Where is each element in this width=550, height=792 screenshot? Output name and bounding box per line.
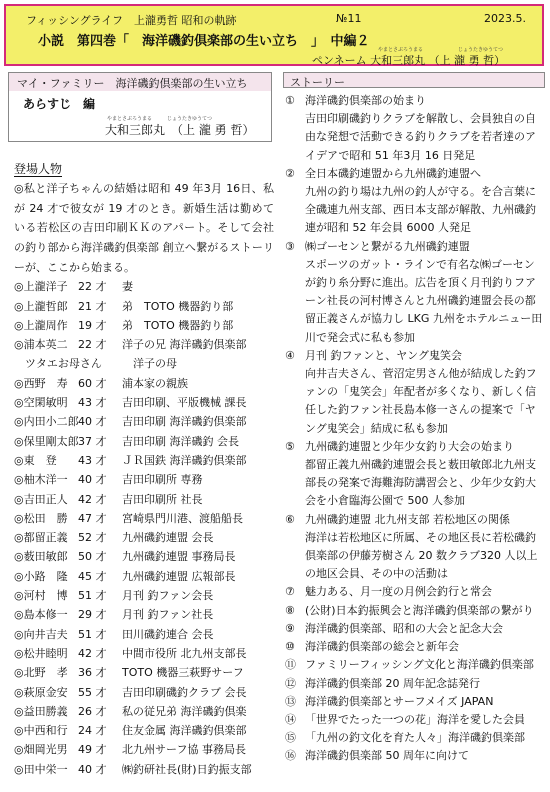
story-item-title: 海洋磯釣倶楽部、昭和の大会と記念大会 <box>305 621 503 635</box>
story-item-number: ⑩ <box>285 640 295 654</box>
character-role: ㈱釣研社長(財)日釣振支部 <box>122 762 252 776</box>
character-row <box>14 644 274 663</box>
character-age: 43 才 <box>78 396 107 410</box>
character-name: ◎上瀧哲郎 <box>14 299 68 313</box>
story-item-title: 海洋磯釣倶楽部とサーフメイズ JAPAN <box>305 694 494 708</box>
character-row <box>14 547 274 566</box>
character-role: 九州磯釣連盟 会長 <box>122 531 214 545</box>
story-item-number: ⑤ <box>285 439 295 453</box>
story-item <box>285 165 545 238</box>
character-age: 45 才 <box>78 569 107 583</box>
character-age: 22 才 <box>78 280 107 294</box>
penname-ruby: やまとさぶろうまる <box>378 47 424 53</box>
story-heading: ストーリー <box>283 72 545 88</box>
character-age: 47 才 <box>78 511 107 525</box>
character-row <box>14 721 274 740</box>
story-item-number: ⑯ <box>285 749 296 763</box>
character-row <box>14 393 274 412</box>
character-name: ツタエお母さん <box>14 357 102 371</box>
character-age: 40 才 <box>78 473 107 487</box>
character-age: 50 才 <box>78 550 107 564</box>
story-item <box>285 238 545 347</box>
character-role: 月刊 釣ファン社長 <box>122 608 214 622</box>
character-row <box>14 663 274 682</box>
characters-heading: 登場人物 <box>14 162 63 176</box>
character-name: ◎柚木洋一 <box>14 473 68 487</box>
character-row <box>14 277 274 296</box>
story-item-title: 九州磯釣連盟と少年少女釣り大会の始まり <box>305 439 514 453</box>
character-role: 田川磯釣連合 会長 <box>122 627 214 641</box>
characters-section <box>14 160 274 779</box>
character-row <box>14 528 274 547</box>
story-item <box>285 656 545 674</box>
story-item <box>285 693 545 711</box>
story-item-number: ⑮ <box>285 731 296 745</box>
character-age: 51 才 <box>78 589 107 603</box>
story-item-number: ⑭ <box>285 712 296 726</box>
story-item-body: 向井吉夫さん、菅沼定男さん他が結成した釣ファンの「鬼笑会」年配者が多くなり、新しく信任した釣ファン社長島本修一さんの提案で「ヤング鬼笑会」結成に私も参加 <box>305 367 537 435</box>
character-role: 九州磯釣連盟 広報部長 <box>122 569 236 583</box>
character-name: ◎浦本英二 <box>14 338 68 352</box>
character-name: ◎薮田敏郎 <box>14 550 68 564</box>
character-role: 九州磯釣連盟 事務局長 <box>122 550 236 564</box>
character-row <box>14 490 274 509</box>
character-role: 吉田印刷、平版機械 課長 <box>122 396 247 410</box>
character-row <box>14 354 274 373</box>
character-role: 吉田印刷磯釣クラブ 会長 <box>122 685 247 699</box>
story-item-body: 海洋は若松地区に所属、その地区長に若松磯釣倶楽部の伊藤芳樹さん 20 数クラブ320 人以上の地区会員、その中の活動は <box>305 530 538 581</box>
realname-ruby: じょうたきゆうてつ <box>458 47 504 53</box>
character-name: ◎中西和行 <box>14 724 68 738</box>
story-item-number: ⑧ <box>285 603 295 617</box>
character-row <box>14 470 274 489</box>
character-role: 吉田印刷所 社長 <box>122 492 203 506</box>
character-name: ◎畑岡光男 <box>14 743 68 757</box>
penname-label: ペンネーム <box>312 54 367 67</box>
story-item-title: 「世界でたった一つの花」海洋を愛した会員 <box>305 712 525 726</box>
character-row <box>14 625 274 644</box>
character-role: 住友金属 海洋磯釣倶楽部 <box>122 724 247 738</box>
story-item-title: (公財)日本釣振興会と海洋磯釣倶楽部の繋がり <box>305 603 534 617</box>
character-age: 24 才 <box>78 724 107 738</box>
character-row <box>14 297 274 316</box>
character-role: 吉田印刷 海洋磯釣倶楽部 <box>122 415 247 429</box>
story-item-title: ファミリーフィッシング文化と海洋磯釣倶楽部 <box>305 658 534 672</box>
story-item <box>285 583 545 601</box>
character-age <box>78 354 122 373</box>
story-item-title: 海洋磯釣倶楽部の始まり <box>305 94 426 107</box>
character-name: ◎西野 寿 <box>14 376 68 390</box>
character-age: 22 才 <box>78 338 107 352</box>
character-role: 中間市役所 北九州支部長 <box>122 646 247 660</box>
story-item-title: 魅力ある、月一度の月例会釣行と常会 <box>305 585 492 599</box>
character-row <box>14 374 274 393</box>
characters-list <box>14 277 274 779</box>
character-role: 洋子の母 <box>122 357 177 371</box>
character-name: ◎松井睦明 <box>14 646 68 660</box>
story-item-title: 海洋磯釣倶楽部の総会と新年会 <box>305 640 459 654</box>
character-age: 42 才 <box>78 646 107 660</box>
character-role: 弟 TOTO 機器釣り部 <box>122 318 234 332</box>
character-row <box>14 740 274 759</box>
character-name: ◎河村 博 <box>14 589 68 603</box>
character-row <box>14 335 274 354</box>
character-age: 60 才 <box>78 376 107 390</box>
character-row <box>14 702 274 721</box>
story-item-number: ⑪ <box>285 658 296 672</box>
character-age: 26 才 <box>78 704 107 718</box>
story-item-title: 「九州の釣文化を育た人々」海洋磯釣倶楽部 <box>305 731 525 745</box>
character-name: ◎松田 勝 <box>14 511 68 525</box>
character-age: 51 才 <box>78 627 107 641</box>
character-age: 42 才 <box>78 492 107 506</box>
story-item-body: 九州の釣り場は九州の釣人が守る。を合言葉に全磯連九州支部、西日本支部が解散、九州磯釣連が昭和 52 年会員 6000 人発足 <box>305 185 536 235</box>
story-item <box>285 747 545 765</box>
character-name: ◎上瀧周作 <box>14 318 68 332</box>
character-age: 29 才 <box>78 608 107 622</box>
story-item-title: 海洋磯釣倶楽部 50 周年に向けて <box>305 749 469 763</box>
character-name: ◎内田小二郎 <box>14 415 79 429</box>
author-ruby: やまとさぶろうまる じょうたきゆうてつ <box>107 116 213 122</box>
character-role: 浦本家の親族 <box>122 376 188 390</box>
article-title: 小説 第四巻「 海洋磯釣倶楽部の生い立ち 」 中編２ <box>38 34 370 49</box>
story-item <box>285 438 545 511</box>
story-item <box>285 729 545 747</box>
character-row <box>14 605 274 624</box>
character-role: 吉田印刷所 専務 <box>122 473 203 487</box>
story-item-title: 九州磯釣連盟 北九州支部 若松地区の関係 <box>305 512 510 526</box>
character-age: 40 才 <box>78 762 107 776</box>
story-item-body: 吉田印刷磯釣りクラブを解散し、会員独自の自由な発想で活動できる釣りクラブを若者達のアイデアで昭和 51 年3月 16 日発足 <box>305 112 536 162</box>
story-item-title: 月刊 釣ファンと、ヤング鬼笑会 <box>305 348 462 362</box>
character-name: ◎保里剛太郎 <box>14 434 79 448</box>
character-age: 36 才 <box>78 666 107 680</box>
character-row <box>14 567 274 586</box>
synopsis-box <box>8 72 272 142</box>
story-item <box>285 638 545 656</box>
story-item <box>285 675 545 693</box>
character-age: 43 才 <box>78 453 107 467</box>
series-title: フィッシングライフ 上瀧勇哲 昭和の軌跡 <box>26 14 237 27</box>
story-item-title: ㈱ゴーセンと繋がる九州磯釣連盟 <box>305 239 470 253</box>
character-age: 21 才 <box>78 299 107 313</box>
character-name: ◎空閑敏明 <box>14 396 68 410</box>
story-item <box>285 92 545 165</box>
character-role: 北九州サーフ協 事務局長 <box>122 743 246 757</box>
character-row <box>14 432 274 451</box>
character-row <box>14 412 274 431</box>
issue-number: №11 <box>336 12 362 25</box>
character-row <box>14 316 274 335</box>
character-name: ◎島本修一 <box>14 608 68 622</box>
story-item-title: 海洋磯釣倶楽部 20 周年記念誌発行 <box>305 676 480 690</box>
story-item-body: スポーツのガット・ラインで有名な㈱ゴーセンが釣り糸分野に進出。広告を頂く月刊釣りフアーン社長の河村博さんと九州磯釣連盟会長の都留正義さんが協力し LKG 九州をホテルニュー田川で発会式に私も参加 <box>305 257 543 344</box>
character-age: 49 才 <box>78 743 107 757</box>
character-name: ◎上瀧洋子 <box>14 280 68 294</box>
character-age: 55 才 <box>78 685 107 699</box>
story-item-body: 都留正義九州磯釣連盟会長と薮田敏郎北九州支部長の発案で海難海防講習会と、少年少女釣大会を小倉臨海公園で 500 人参加 <box>305 458 536 508</box>
synopsis-subtitle: あらすじ 編 <box>23 97 96 111</box>
characters-intro: ◎私と洋子ちゃんの結婚は昭和 49 年3月 16日、私が 24 才で彼女が 19 才のとき。新婚生活は勤めている若松区の吉田印刷ＫＫのアパート。そして会社の釣り部から海洋磯釣倶楽部 創立へ繋がるストーリーが、ここから始まる。 <box>14 182 274 274</box>
issue-date: 2023.5. <box>484 12 526 25</box>
penname: 大和三郎丸 <box>370 54 426 67</box>
header-banner <box>4 4 544 66</box>
character-role: ＪＲ国鉄 海洋磯釣倶楽部 <box>122 453 247 467</box>
story-item-number: ⑫ <box>285 676 296 690</box>
character-row <box>14 760 274 779</box>
character-role: 洋子の兄 海洋磯釣倶楽部 <box>122 338 247 352</box>
synopsis-heading: マイ・ファミリー 海洋磯釣倶楽部の生い立ち <box>9 73 271 91</box>
story-item-number: ① <box>285 94 295 107</box>
character-name: ◎小路 隆 <box>14 569 68 583</box>
story-item-number: ② <box>285 166 295 180</box>
story-item-number: ⑥ <box>285 512 295 526</box>
character-age: 19 才 <box>78 318 107 332</box>
character-name: ◎吉田正人 <box>14 492 68 506</box>
character-row <box>14 451 274 470</box>
story-item <box>285 620 545 638</box>
character-row <box>14 683 274 702</box>
story-item <box>285 347 545 438</box>
character-name: ◎北野 孝 <box>14 666 68 680</box>
penname-line <box>312 52 505 68</box>
story-item-number: ③ <box>285 239 295 253</box>
story-item <box>285 511 545 584</box>
character-name: ◎萩原金安 <box>14 685 68 699</box>
character-row <box>14 586 274 605</box>
character-role: 宮崎県門川港、渡船船長 <box>122 511 243 525</box>
character-role: 弟 TOTO 機器釣り部 <box>122 299 234 313</box>
character-name: ◎都留正義 <box>14 531 68 545</box>
story-item <box>285 711 545 729</box>
character-age: 52 才 <box>78 531 107 545</box>
character-age: 37 才 <box>78 434 107 448</box>
story-list <box>285 92 545 766</box>
story-item-title: 全日本磯釣連盟から九州磯釣連盟へ <box>305 166 481 180</box>
character-row <box>14 509 274 528</box>
realname: （上 瀧 勇 哲） <box>428 54 506 67</box>
story-item-number: ⑦ <box>285 585 295 599</box>
character-role: TOTO 機器三萩野サーフ <box>122 666 244 680</box>
character-role: 妻 <box>122 280 133 294</box>
character-name: ◎田中栄一 <box>14 762 68 776</box>
story-item <box>285 602 545 620</box>
character-name: ◎益田勝義 <box>14 704 68 718</box>
story-item-number: ⑬ <box>285 694 296 708</box>
synopsis-author: 大和三郎丸 （上 瀧 勇 哲） <box>105 123 255 137</box>
story-item-number: ④ <box>285 348 295 362</box>
character-role: 私の従兄弟 海洋磯釣倶楽 <box>122 704 247 718</box>
character-age: 40 才 <box>78 415 107 429</box>
character-role: 月刊 釣ファン会長 <box>122 589 214 603</box>
character-role: 吉田印刷 海洋磯釣 会長 <box>122 434 239 448</box>
character-name: ◎東 登 <box>14 453 57 467</box>
story-item-number: ⑨ <box>285 621 295 635</box>
character-name: ◎向井吉夫 <box>14 627 68 641</box>
